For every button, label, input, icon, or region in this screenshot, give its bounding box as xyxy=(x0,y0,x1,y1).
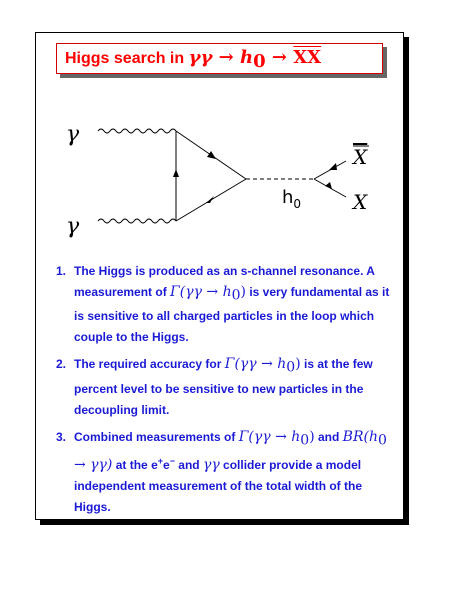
photon-label-bottom: γ xyxy=(66,214,80,239)
photon-line-bottom xyxy=(98,219,176,223)
loop-arrow-top xyxy=(207,151,216,159)
title-math: γγ → h xyxy=(188,47,254,68)
higgs-label: $h_0$ xyxy=(282,187,302,211)
points-list xyxy=(56,261,391,524)
title-math-sub: 0 xyxy=(253,51,266,73)
list-item: 2. The required accuracy for $\Gamma(\gamma\gamma \to h_0)$ is at the few percent level to be sensitive to new particles in the decoupling limit. xyxy=(56,356,373,417)
photon-label-top: γ xyxy=(66,122,80,147)
out-label-top: X xyxy=(353,145,368,169)
title-final-state: $\overline{XX}$ xyxy=(293,47,322,68)
out-arrow-bottom xyxy=(325,182,332,189)
loop-arrow-left xyxy=(173,169,179,177)
list-item: 1. The Higgs is produced as an s-channel resonance. A measurement of $\Gamma(\gamma\gamma \to h_0)$ is very fundamental as it is sensitive to all charged particles in the loop which couple to the Higgs. xyxy=(56,264,390,345)
slide xyxy=(35,32,404,520)
title-arrow: → xyxy=(265,47,294,68)
out-arrow-top xyxy=(329,163,337,170)
list-item: 3. Combined measurements of $\Gamma(\gamma\gamma \to h_0)$ and $BR(h_0 \to \gamma\gamma)$ at the e+e− and γγ collider provide a model independent measurement of the total width of the Higgs. xyxy=(56,428,387,515)
feynman-diagram xyxy=(36,33,403,263)
photon-line-top xyxy=(98,129,176,133)
title-prefix: Higgs search in xyxy=(65,50,189,67)
out-label-bottom: X xyxy=(353,190,368,214)
